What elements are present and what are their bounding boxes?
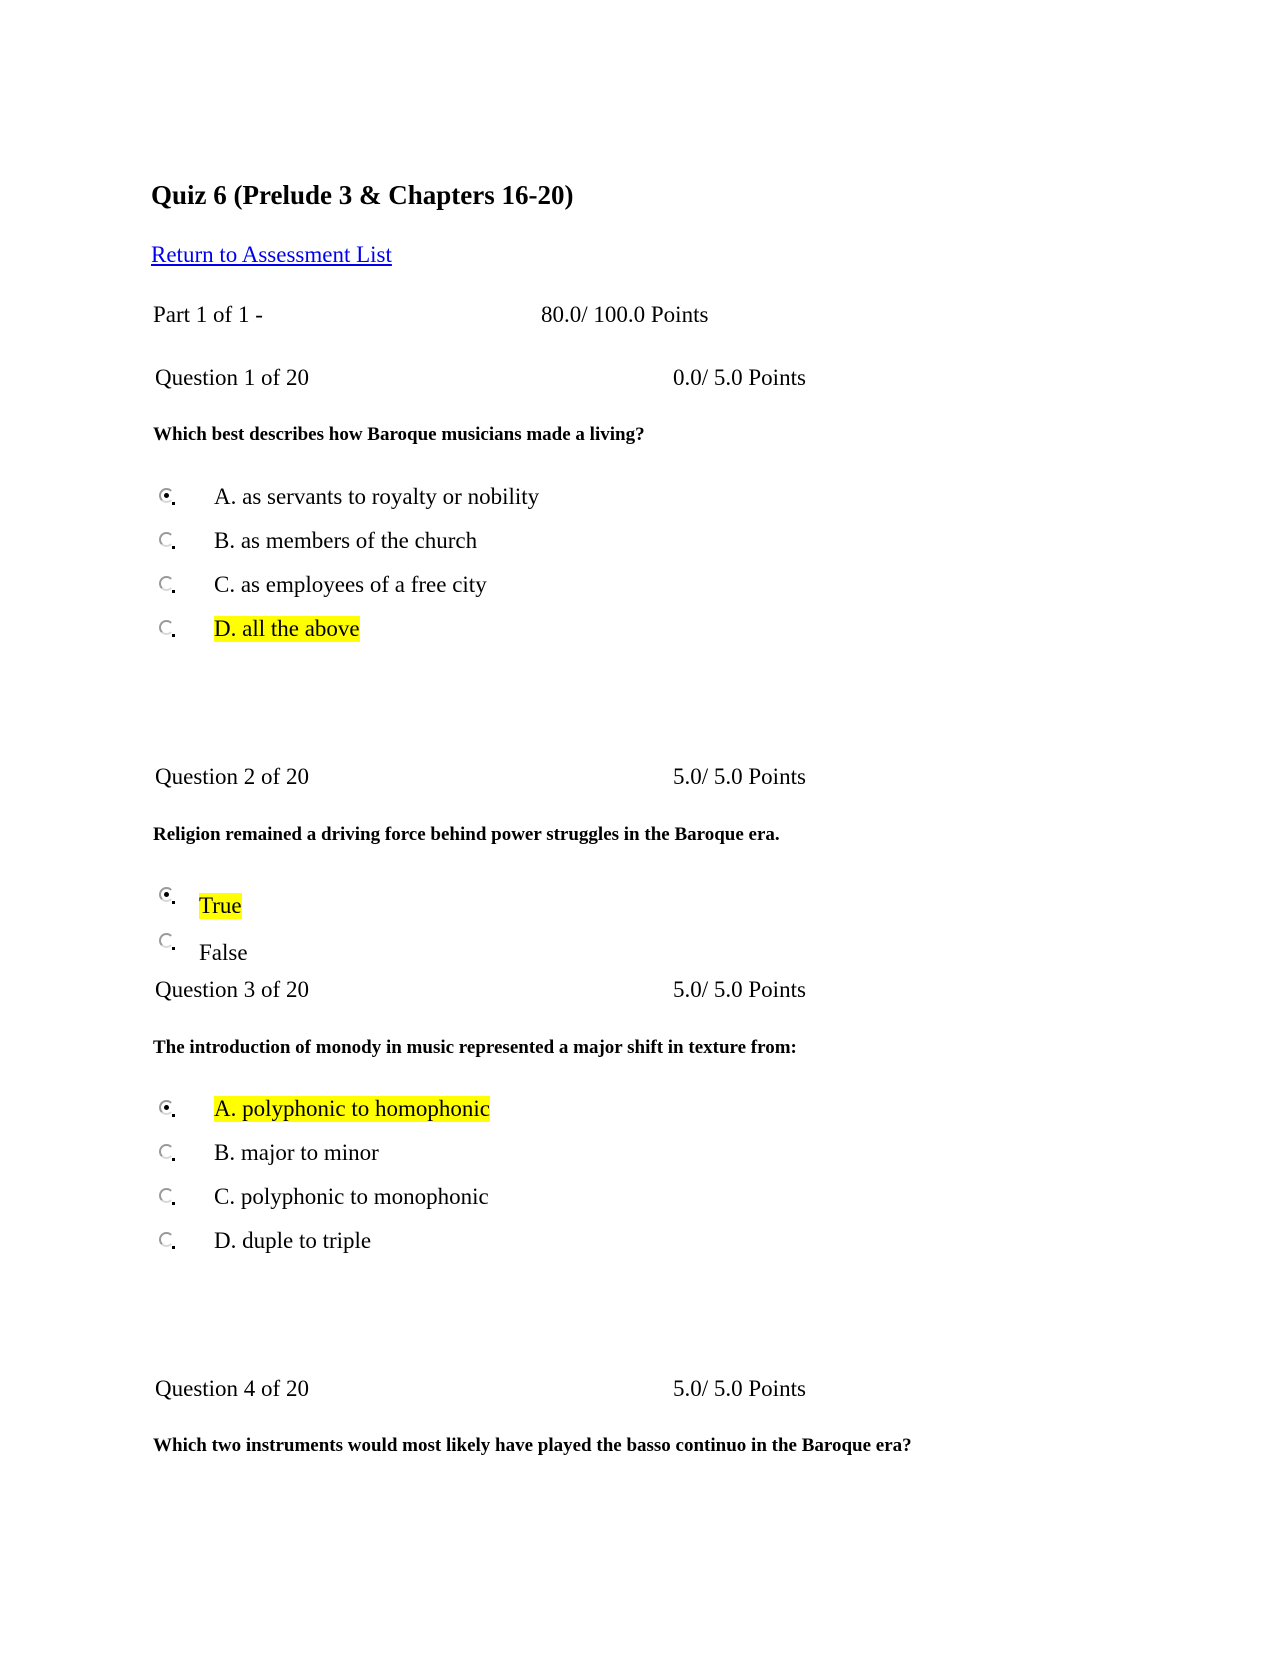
radio-selected-dot xyxy=(164,493,169,498)
part-points: 80.0/ 100.0 Points xyxy=(541,302,709,327)
question-text: Religion remained a driving force behind power struggles in the Baroque era. xyxy=(153,824,780,845)
return-to-assessment-list-link[interactable]: Return to Assessment List xyxy=(151,242,392,267)
question-header: Question 1 of 20 xyxy=(155,365,309,390)
page-title: Quiz 6 (Prelude 3 & Chapters 16-20) xyxy=(151,180,574,210)
option-radio-true[interactable] xyxy=(159,887,174,902)
question-header: Question 4 of 20 xyxy=(155,1376,309,1401)
option-radio-a[interactable] xyxy=(159,488,174,503)
part-label: Part 1 of 1 - xyxy=(153,302,263,327)
option-label: B. major to minor xyxy=(214,1140,379,1165)
question-text: Which best describes how Baroque musicians made a living? xyxy=(153,424,645,445)
option-radio-d[interactable] xyxy=(159,1232,174,1247)
option-radio-c[interactable] xyxy=(159,1188,174,1203)
option-radio-a[interactable] xyxy=(159,1100,174,1115)
option-label: False xyxy=(199,940,248,965)
option-label: C. polyphonic to monophonic xyxy=(214,1184,489,1209)
question-points: 0.0/ 5.0 Points xyxy=(673,365,806,390)
option-label: A. as servants to royalty or nobility xyxy=(214,484,540,509)
option-label: D. duple to triple xyxy=(214,1228,372,1253)
option-radio-b[interactable] xyxy=(159,532,174,547)
option-label: B. as members of the church xyxy=(214,528,478,553)
question-text: The introduction of monody in music represented a major shift in texture from: xyxy=(153,1037,797,1058)
option-label: C. as employees of a free city xyxy=(214,572,487,597)
option-radio-false[interactable] xyxy=(159,933,174,948)
option-radio-d[interactable] xyxy=(159,620,174,635)
option-label-correct: A. polyphonic to homophonic xyxy=(214,1096,490,1121)
radio-selected-dot xyxy=(164,892,169,897)
question-header: Question 2 of 20 xyxy=(155,764,309,789)
option-radio-b[interactable] xyxy=(159,1144,174,1159)
question-points: 5.0/ 5.0 Points xyxy=(673,764,806,789)
option-label-correct: D. all the above xyxy=(214,616,360,641)
radio-selected-dot xyxy=(164,1105,169,1110)
question-points: 5.0/ 5.0 Points xyxy=(673,1376,806,1401)
option-radio-c[interactable] xyxy=(159,576,174,591)
option-label-correct: True xyxy=(199,893,242,918)
question-header: Question 3 of 20 xyxy=(155,977,309,1002)
question-text: Which two instruments would most likely have played the basso continuo in the Baroque era? xyxy=(153,1435,912,1456)
question-points: 5.0/ 5.0 Points xyxy=(673,977,806,1002)
